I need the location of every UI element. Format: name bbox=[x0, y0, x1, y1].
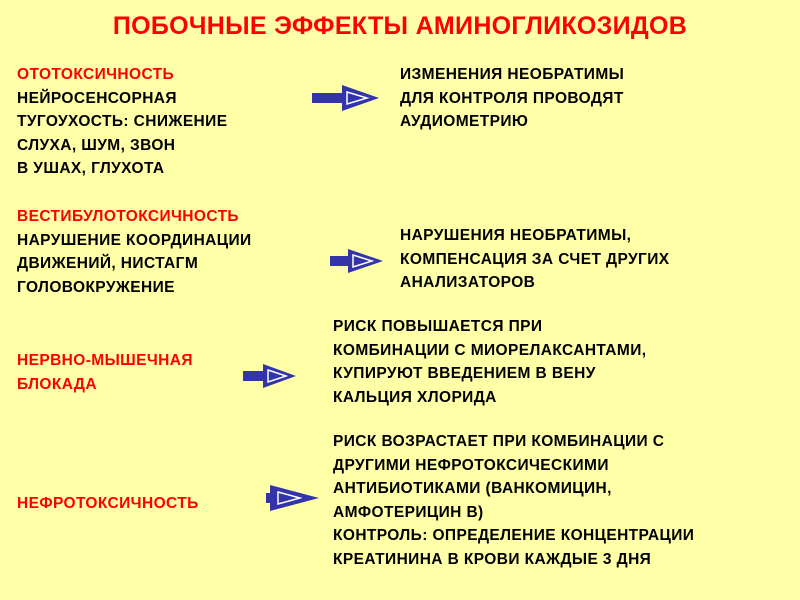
note-line: РИСК ВОЗРАСТАЕТ ПРИ КОМБИНАЦИИ С bbox=[333, 433, 665, 450]
note-line: АУДИОМЕТРИЮ bbox=[400, 113, 529, 130]
effect-description-line: СЛУХА, ШУМ, ЗВОН bbox=[17, 136, 176, 154]
note-line: КОНТРОЛЬ: ОПРЕДЕЛЕНИЕ КОНЦЕНТРАЦИИ bbox=[333, 527, 695, 544]
effect-name: НЕФРОТОКСИЧНОСТЬ bbox=[17, 495, 199, 512]
effect-name: ВЕСТИБУЛОТОКСИЧНОСТЬ bbox=[17, 208, 239, 225]
note-line: КАЛЬЦИЯ ХЛОРИДА bbox=[333, 388, 497, 406]
effect-name: ОТОТОКСИЧНОСТЬ bbox=[17, 66, 175, 83]
effect-vestibulotoxicity bbox=[17, 205, 252, 299]
right-arrow-icon bbox=[243, 363, 297, 389]
effect-neuromuscular-blockade bbox=[17, 349, 193, 396]
note-line: КУПИРУЮТ ВВЕДЕНИЕМ В ВЕНУ bbox=[333, 365, 596, 382]
effect-description-line: НАРУШЕНИЕ КООРДИНАЦИИ bbox=[17, 231, 252, 249]
note-line: АНТИБИОТИКАМИ (ВАНКОМИЦИН, bbox=[333, 480, 612, 497]
effect-description-line: НЕЙРОСЕНСОРНАЯ bbox=[17, 89, 177, 107]
note-line: КОМПЕНСАЦИЯ ЗА СЧЕТ ДРУГИХ bbox=[400, 250, 670, 268]
note-ototoxicity bbox=[400, 63, 624, 134]
note-line: АНАЛИЗАТОРОВ bbox=[400, 274, 536, 291]
note-line: НАРУШЕНИЯ НЕОБРАТИМЫ, bbox=[400, 227, 632, 244]
right-arrow-icon bbox=[312, 84, 380, 112]
effect-nephrotoxicity bbox=[17, 492, 199, 516]
effect-description-line: ТУГОУХОСТЬ: СНИЖЕНИЕ bbox=[17, 113, 228, 130]
page-title: ПОБОЧНЫЕ ЭФФЕКТЫ АМИНОГЛИКОЗИДОВ bbox=[112, 12, 688, 40]
note-line: КРЕАТИНИНА В КРОВИ КАЖДЫЕ 3 ДНЯ bbox=[333, 550, 652, 568]
note-neuromuscular-blockade bbox=[333, 315, 646, 409]
effect-ototoxicity bbox=[17, 63, 227, 181]
right-arrow-icon bbox=[330, 248, 384, 274]
effect-description-line: ДВИЖЕНИЙ, НИСТАГМ bbox=[17, 255, 199, 272]
note-line: КОМБИНАЦИИ С МИОРЕЛАКСАНТАМИ, bbox=[333, 341, 647, 359]
note-line: ИЗМЕНЕНИЯ НЕОБРАТИМЫ bbox=[400, 66, 625, 83]
note-line: ДРУГИМИ НЕФРОТОКСИЧЕСКИМИ bbox=[333, 456, 609, 474]
note-line: ДЛЯ КОНТРОЛЯ ПРОВОДЯТ bbox=[400, 89, 624, 107]
note-vestibulotoxicity bbox=[400, 224, 670, 295]
effect-name-line: НЕРВНО-МЫШЕЧНАЯ bbox=[17, 352, 193, 369]
note-line: АМФОТЕРИЦИН В) bbox=[333, 503, 484, 521]
effect-name-line: БЛОКАДА bbox=[17, 375, 97, 393]
effect-description-line: В УШАХ, ГЛУХОТА bbox=[17, 160, 165, 177]
note-line: РИСК ПОВЫШАЕТСЯ ПРИ bbox=[333, 318, 543, 335]
effect-description-line: ГОЛОВОКРУЖЕНИЕ bbox=[17, 278, 175, 296]
note-nephrotoxicity bbox=[333, 430, 694, 571]
right-arrow-icon bbox=[266, 484, 320, 512]
